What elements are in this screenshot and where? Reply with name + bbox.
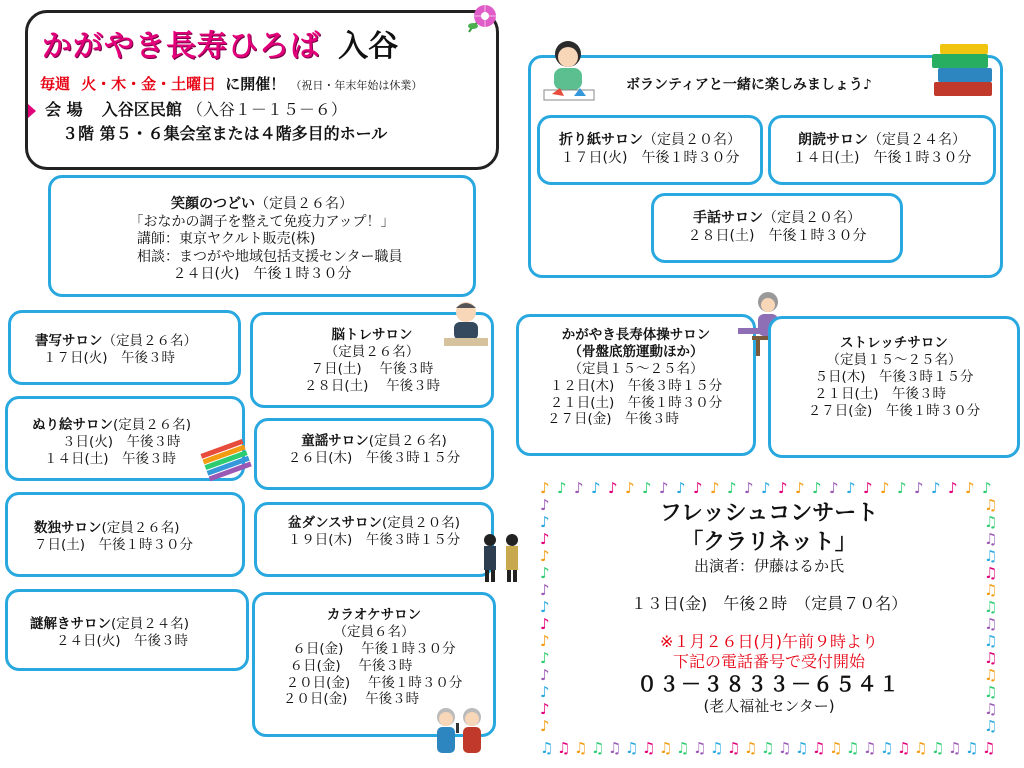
bondance-when: １９日(木) 午後３時１５分 <box>287 531 461 548</box>
music-note-icon: ♫ <box>982 739 996 757</box>
egao-box <box>48 175 476 297</box>
music-note-icon: ♪ <box>676 479 686 497</box>
stretch-name: ストレッチサロン <box>840 335 948 351</box>
music-note-icon: ♪ <box>540 598 550 616</box>
music-note-icon: ♫ <box>931 739 945 757</box>
music-note-icon: ♪ <box>608 479 618 497</box>
music-note-icon: ♪ <box>540 649 550 667</box>
music-note-icon: ♪ <box>727 479 737 497</box>
shosha-box <box>8 310 241 385</box>
nurie-name: ぬり絵サロン <box>32 417 113 433</box>
concert-notice2: 下記の電話番号で受付開始 <box>672 651 865 671</box>
karaoke-capacity: （定員６名） <box>333 623 415 640</box>
music-note-icon: ♫ <box>761 739 775 757</box>
music-note-icon: ♫ <box>984 615 998 633</box>
music-note-icon: ♪ <box>625 479 635 497</box>
morning-glory-icon <box>465 2 501 36</box>
concert-org: (老人福祉センター) <box>703 696 835 715</box>
music-note-icon: ♪ <box>880 479 890 497</box>
music-note-icon: ♫ <box>984 496 998 514</box>
shosha-capacity: （定員２６名） <box>102 333 197 349</box>
music-note-icon: ♪ <box>557 479 567 497</box>
stretch-time: ２１日(土) 午後３時 <box>813 385 947 402</box>
music-note-icon: ♫ <box>984 683 998 701</box>
douyou-box <box>254 418 494 490</box>
volunteer-heading: ボランティアと一緒に楽しみましょう♪ <box>626 77 872 93</box>
music-note-icon: ♪ <box>540 717 550 735</box>
music-note-icon: ♫ <box>880 739 894 757</box>
concert-when: １３日(金) 午後２時 （定員７０名） <box>630 593 908 613</box>
music-note-icon: ♫ <box>710 739 724 757</box>
music-note-icon: ♫ <box>812 739 826 757</box>
music-note-icon: ♪ <box>965 479 975 497</box>
nou-capacity: （定員２６名） <box>324 343 420 360</box>
music-note-icon: ♫ <box>984 717 998 735</box>
music-note-icon: ♪ <box>693 479 703 497</box>
music-note-icon: ♪ <box>574 479 584 497</box>
nurie-when1: ３日(火) 午後３時 <box>62 433 181 450</box>
sudoku-capacity: (定員２６名) <box>101 520 180 536</box>
roudoku-capacity: （定員２４名） <box>868 132 966 148</box>
karaoke-singers-icon <box>430 703 490 761</box>
music-note-icon: ♫ <box>744 739 758 757</box>
music-note-icon: ♪ <box>540 615 550 633</box>
music-note-icon: ♫ <box>984 666 998 684</box>
music-note-icon: ♫ <box>727 739 741 757</box>
music-note-icon: ♪ <box>540 496 550 514</box>
egao-lecturer: 講師：東京ヤクルト販売(株) <box>137 231 316 247</box>
music-note-icon: ♫ <box>984 530 998 548</box>
music-note-icon: ♫ <box>574 739 588 757</box>
nurie-capacity: (定員２６名) <box>113 417 192 433</box>
man-writing-icon <box>440 298 492 350</box>
origami-capacity: （定員２０名） <box>643 132 741 148</box>
concert-frame <box>538 478 1000 758</box>
music-note-icon: ♪ <box>846 479 856 497</box>
concert-subtitle: 「クラリネット」 <box>681 529 857 555</box>
music-note-icon: ♪ <box>540 700 550 718</box>
music-note-icon: ♫ <box>676 739 690 757</box>
nazotoki-capacity: (定員２４名) <box>111 616 190 632</box>
taisou-name: かがやき長寿体操サロン <box>561 327 711 343</box>
music-note-icon: ♫ <box>897 739 911 757</box>
music-note-icon: ♪ <box>914 479 924 497</box>
music-note-icon: ♫ <box>846 739 860 757</box>
shuwa-when: ２８日(土) 午後１時３０分 <box>687 227 867 244</box>
music-note-icon: ♪ <box>540 530 550 548</box>
venue-marker <box>28 104 36 118</box>
music-note-icon: ♪ <box>829 479 839 497</box>
karaoke-time: ２０日(金) 午後１時３０分 <box>285 674 463 691</box>
music-note-icon: ♪ <box>761 479 771 497</box>
music-note-icon: ♪ <box>812 479 822 497</box>
music-note-icon: ♪ <box>931 479 941 497</box>
music-note-icon: ♫ <box>829 739 843 757</box>
music-note-icon: ♫ <box>863 739 877 757</box>
bondance-capacity: (定員２０名) <box>381 515 460 531</box>
music-note-icon: ♪ <box>540 666 550 684</box>
egao-name: 笑顔のつどい <box>171 196 255 212</box>
egao-capacity: （定員２６名） <box>255 196 353 212</box>
egao-consult: 相談：まつがや地域包括支援センター職員 <box>137 248 403 265</box>
music-note-icon: ♪ <box>659 479 669 497</box>
stretch-capacity: （定員１５～２５名） <box>826 351 962 368</box>
shosha-name: 書写サロン <box>35 333 103 349</box>
nazotoki-name: 謎解きサロン <box>30 616 111 632</box>
music-note-icon: ♫ <box>659 739 673 757</box>
music-note-icon: ♪ <box>540 581 550 599</box>
egao-when: ２４日(火) 午後１時３０分 <box>172 266 352 282</box>
concert-performer: 出演者：伊藤はるか氏 <box>693 557 844 576</box>
shosha-when: １７日(火) 午後３時 <box>43 349 176 366</box>
books-icon <box>930 44 998 100</box>
music-note-icon: ♫ <box>984 547 998 565</box>
schedule-prefix: 毎週 <box>40 75 71 93</box>
douyou-capacity: (定員２６名) <box>368 433 447 449</box>
nou-name: 脳トレサロン <box>331 327 413 343</box>
music-note-icon: ♫ <box>914 739 928 757</box>
music-note-icon: ♫ <box>984 564 998 582</box>
music-note-icon: ♫ <box>778 739 792 757</box>
schedule-days: 火・木・金・土曜日 <box>81 75 217 93</box>
music-note-icon: ♪ <box>642 479 652 497</box>
music-note-icon: ♪ <box>540 632 550 650</box>
music-note-icon: ♪ <box>795 479 805 497</box>
nazotoki-when: ２４日(火) 午後３時 <box>56 632 189 649</box>
karaoke-time: ２０日(金) 午後３時 <box>282 691 420 708</box>
music-note-icon: ♫ <box>984 632 998 650</box>
music-note-icon: ♫ <box>557 739 571 757</box>
music-note-icon: ♫ <box>948 739 962 757</box>
music-note-icon: ♫ <box>642 739 656 757</box>
music-note-icon: ♫ <box>625 739 639 757</box>
concert-title: フレッシュコンサート <box>659 501 879 526</box>
dancers-icon <box>478 530 526 584</box>
music-note-icon: ♪ <box>591 479 601 497</box>
music-note-icon: ♪ <box>540 547 550 565</box>
roudoku-when: １４日(土) 午後１時３０分 <box>792 149 972 166</box>
music-note-icon: ♪ <box>540 683 550 701</box>
roudoku-box <box>768 115 996 185</box>
stretch-time: ２７日(金) 午後１時３０分 <box>807 402 981 419</box>
origami-name: 折り紙サロン <box>559 132 643 148</box>
origami-box <box>537 115 763 185</box>
taisou-capacity: （定員１５～２５名） <box>568 360 704 377</box>
music-note-icon: ♪ <box>948 479 958 497</box>
music-note-icon: ♫ <box>984 513 998 531</box>
music-note-icon: ♫ <box>984 598 998 616</box>
music-note-icon: ♫ <box>591 739 605 757</box>
music-note-icon: ♫ <box>965 739 979 757</box>
karaoke-time: ６日(金) 午後３時 <box>289 657 413 674</box>
taisou-time: ２７日(金) 午後３時 <box>546 411 680 428</box>
music-note-icon: ♪ <box>710 479 720 497</box>
music-note-icon: ♫ <box>693 739 707 757</box>
karaoke-time: ６日(金) 午後１時３０分 <box>292 640 456 657</box>
nou-when2: ２８日(土) 午後３時 <box>303 377 441 394</box>
music-note-icon: ♫ <box>984 581 998 599</box>
sudoku-box <box>5 492 245 577</box>
music-note-icon: ♪ <box>540 564 550 582</box>
music-note-icon: ♪ <box>982 479 992 497</box>
music-note-icon: ♫ <box>608 739 622 757</box>
concert-phone: ０３－３８３３－６５４１ <box>637 671 901 696</box>
taisou-time: １２日(木) 午後３時１５分 <box>549 377 723 394</box>
taisou-time: ２１日(土) 午後１時３０分 <box>549 394 723 411</box>
schedule-suffix: に開催！ <box>225 75 286 93</box>
music-note-icon: ♫ <box>984 649 998 667</box>
bondance-box <box>254 502 494 577</box>
music-note-icon: ♫ <box>984 700 998 718</box>
stretch-box <box>768 316 1020 458</box>
colored-pencils-icon <box>198 438 252 482</box>
origami-girl-icon <box>540 36 598 106</box>
origami-when: １７日(火) 午後１時３０分 <box>560 149 740 166</box>
roudoku-name: 朗読サロン <box>798 132 868 148</box>
karaoke-name: カラオケサロン <box>326 607 422 623</box>
nazotoki-box <box>5 589 249 671</box>
sudoku-name: 数独サロン <box>34 520 102 536</box>
location-title: 入谷 <box>338 29 399 64</box>
music-note-icon: ♪ <box>540 513 550 531</box>
music-note-icon: ♪ <box>897 479 907 497</box>
shuwa-name: 手話サロン <box>693 210 763 226</box>
nurie-when2: １４日(土) 午後３時 <box>44 450 177 467</box>
shuwa-box <box>651 193 903 263</box>
shuwa-capacity: （定員２０名） <box>763 210 861 226</box>
concert-notice1: ※１月２６日(月)午前９時より <box>660 631 878 651</box>
venue-address: （入谷１－１５－６） <box>186 100 347 119</box>
nou-when1: ７日(土) 午後３時 <box>310 360 434 377</box>
music-note-icon: ♪ <box>778 479 788 497</box>
taisou-box <box>516 314 756 456</box>
douyou-name: 童謡サロン <box>301 433 369 449</box>
music-note-icon: ♪ <box>540 479 550 497</box>
music-note-icon: ♪ <box>744 479 754 497</box>
header-box <box>25 10 499 170</box>
schedule-note: （祝日・年末年始は休業） <box>290 79 423 92</box>
taisou-sub: （骨盤底筋運動ほか） <box>568 343 704 360</box>
bondance-name: 盆ダンスサロン <box>287 515 382 531</box>
venue-name: 入谷区民館 <box>101 100 182 119</box>
music-note-icon: ♫ <box>540 739 554 757</box>
music-note-icon: ♪ <box>863 479 873 497</box>
stretch-time: ５日(木) 午後３時１５分 <box>814 368 974 385</box>
page-title: かがやき長寿ひろば <box>42 29 321 64</box>
douyou-when: ２６日(木) 午後３時１５分 <box>287 449 461 466</box>
music-note-icon: ♫ <box>795 739 809 757</box>
sudoku-when: ７日(土) 午後１時３０分 <box>34 536 194 553</box>
venue-rooms: ３階 第５・６集会室または４階多目的ホール <box>62 124 388 143</box>
egao-topic: 「おなかの調子を整えて免疫力アップ！」 <box>129 213 395 230</box>
venue-label: 会 場 <box>45 100 83 119</box>
